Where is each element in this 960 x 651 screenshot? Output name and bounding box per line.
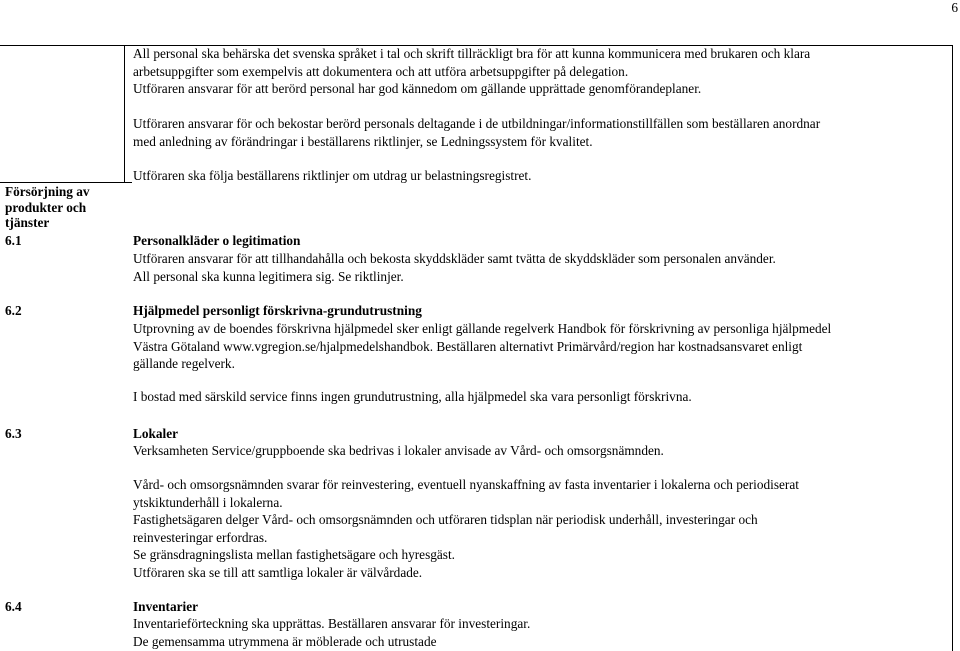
section-title: Hjälpmedel personligt förskrivna-grundutrustning: [133, 303, 422, 318]
section-title: Lokaler: [133, 426, 179, 441]
intro-paragraph-1: [133, 45, 810, 98]
text-line: Utföraren ska se till att samtliga lokaler är välvårdade.: [133, 564, 423, 580]
section-body: [133, 250, 776, 285]
table-row-divider: [0, 182, 132, 183]
table-right-border: [952, 45, 953, 651]
section-number: 6.3: [5, 426, 22, 441]
section-body: [133, 320, 831, 373]
text-line: med anledning av förändringar i beställarens riktlinjer, se Ledningssystem för kvalitet.: [133, 133, 593, 149]
section-title: Personalkläder o legitimation: [133, 233, 301, 248]
text-line: Utprovning av de boendes förskrivna hjälpmedel sker enligt gällande regelverk Handbok för förskrivning av personliga hjälpmedel: [133, 321, 832, 336]
heading-line: Försörjning av: [5, 184, 90, 199]
page-number: 6: [951, 0, 958, 15]
section-body-extra: [133, 476, 799, 581]
section-body: [133, 615, 530, 650]
text-line: All personal ska behärska det svenska språket i tal och skrift tillräckligt bra för att kunna kommunicera med brukaren och klara: [133, 46, 811, 61]
intro-paragraph-3: [133, 167, 531, 185]
text-line: Verksamheten Service/gruppboende ska bedrivas i lokaler anvisade av Vård- och omsorgsnämnden.: [133, 443, 664, 458]
section-heading: [5, 184, 115, 231]
heading-line: produkter och: [5, 199, 87, 215]
text-line: Utföraren ansvarar för att berörd personal har god kännedom om gällande upprättade genomförandeplaner.: [133, 81, 702, 96]
text-line: Fastighetsägaren delger Vård- och omsorgsnämnden och utföraren tidsplan när periodisk underhåll, investeringar och: [133, 512, 758, 527]
text-line: gällande regelverk.: [133, 356, 235, 371]
text-line: Se gränsdragningslista mellan fastighetsägare och hyresgäst.: [133, 547, 455, 562]
section-number: 6.1: [5, 233, 22, 248]
text-line: Västra Götaland www.vgregion.se/hjalpmedelshandbok. Beställaren alternativt Primärvård/region har kostnadsansvaret enligt: [133, 338, 803, 354]
table-column-divider: [124, 45, 125, 182]
text-line: ytskiktunderhåll i lokalerna.: [133, 494, 283, 510]
text-line: Utföraren ansvarar för att tillhandahålla och bekosta skyddskläder samt tvätta de skyddskläder som personalen använder.: [133, 251, 776, 266]
section-body: [133, 442, 664, 460]
text-line: Utföraren ansvarar för och bekostar berörd personals deltagande i de utbildningar/informationstillfällen som beställaren anordnar: [133, 116, 821, 131]
text-line: Vård- och omsorgsnämnden svarar för reinvestering, eventuell nyanskaffning av fasta inventarier i lokalerna och periodiserat: [133, 477, 799, 492]
heading-line: tjänster: [5, 215, 50, 230]
section-note: I bostad med särskild service finns ingen grundutrustning, alla hjälpmedel ska vara personligt förskrivna.: [133, 389, 692, 404]
text-line: De gemensamma utrymmena är möblerade och utrustade: [133, 633, 437, 649]
text-line: All personal ska kunna legitimera sig. Se riktlinjer.: [133, 268, 404, 284]
text-line: reinvesteringar erfordras.: [133, 529, 268, 545]
section-number: 6.2: [5, 303, 22, 318]
intro-paragraph-2: [133, 115, 820, 150]
section-number: 6.4: [5, 599, 22, 614]
text-line: arbetsuppgifter som exempelvis att dokumentera och att utföra arbetsuppgifter på delegation.: [133, 63, 629, 79]
text-line: Inventarieförteckning ska upprättas. Beställaren ansvarar för investeringar.: [133, 616, 531, 631]
text-line: Utföraren ska följa beställarens riktlinjer om utdrag ur belastningsregistret.: [133, 168, 532, 183]
section-title: Inventarier: [133, 599, 198, 614]
